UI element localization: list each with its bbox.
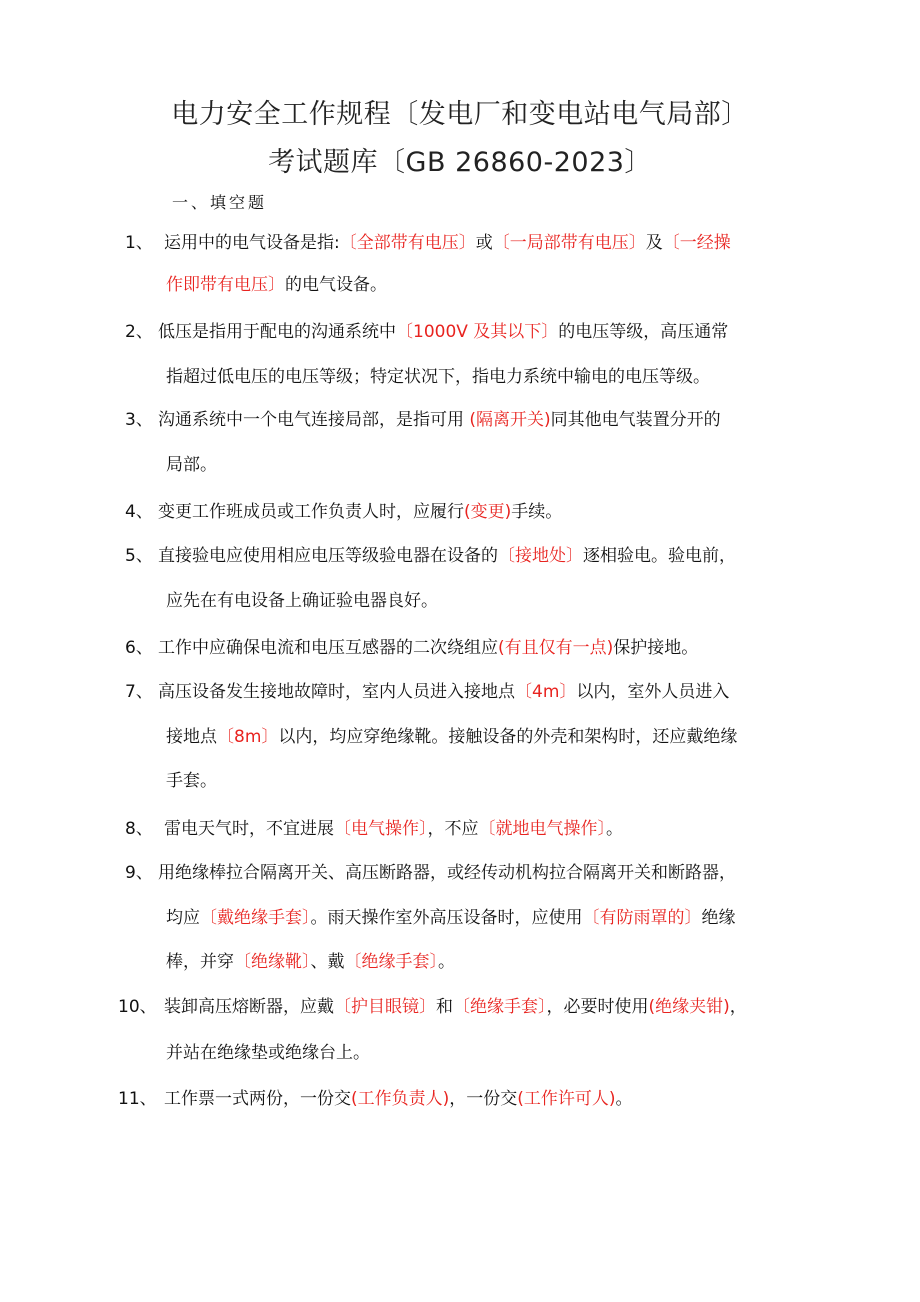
- question-text: ，不应: [427, 819, 479, 839]
- question-line: [158, 677, 729, 702]
- answer-text: 〔一经操: [662, 233, 731, 253]
- question-text: 局部。: [166, 455, 217, 475]
- question-text: 。: [615, 1089, 633, 1109]
- question-line: [158, 858, 736, 883]
- question-text: 用绝缘棒拉合隔离开关、高压断路器，或经传动机构拉合隔离开关和断路器，: [158, 863, 736, 883]
- question-text: 指超过低电压的电压等级；特定状况下，指电力系统中输电的电压等级。: [166, 367, 710, 387]
- question-text: 工作票一式两份，一份交: [164, 1089, 351, 1109]
- question-number: 8、: [125, 819, 153, 839]
- question-text: 及: [645, 233, 663, 253]
- question-number: 7、: [125, 682, 153, 702]
- answer-text: (工作许可人): [517, 1089, 616, 1109]
- question-line: [158, 317, 728, 342]
- question-text: 均应: [166, 908, 200, 928]
- answer-text: (变更): [464, 502, 512, 522]
- page-subtitle: 考试题库〔GB 26860-2023〕: [268, 147, 652, 178]
- question-text: 雷电天气时，不宜进展: [164, 819, 334, 839]
- question-text: 保护接地。: [613, 638, 699, 658]
- answer-text: 〔绝缘手套〕: [453, 997, 547, 1017]
- question-line: [158, 405, 721, 430]
- question-line: [164, 228, 731, 253]
- question-text: 变更工作班成员或工作负责人时，应履行: [158, 502, 464, 522]
- question-text: 装卸高压熔断器，应戴: [164, 997, 334, 1017]
- question-text: 。雨天操作室外高压设备时，应使用: [310, 908, 583, 928]
- question-line: [166, 362, 710, 387]
- question-text: 、戴: [310, 952, 345, 972]
- answer-text: (绝缘夹钳): [648, 997, 730, 1017]
- question-text: 逐相验电。验电前，: [583, 546, 736, 566]
- question-line: [164, 814, 623, 839]
- question-text: 并站在绝缘垫或绝缘台上。: [166, 1043, 370, 1063]
- answer-text: 〔绝缘手套〕: [344, 952, 438, 972]
- question-line: [166, 947, 455, 972]
- question-line: [158, 633, 698, 658]
- question-text: 手续。: [511, 502, 563, 522]
- question-text: 。: [438, 952, 455, 972]
- question-text: 的电压等级，高压通常: [558, 322, 729, 342]
- question-line: [158, 497, 562, 522]
- answer-text: 〔护目眼镜〕: [334, 997, 436, 1017]
- answer-text: 〔接地处〕: [498, 546, 583, 566]
- question-text: 接地点: [166, 727, 217, 747]
- answer-text: 〔电气操作〕: [334, 819, 428, 839]
- question-number: 10、: [118, 997, 157, 1017]
- answer-text: 〔有防雨罩的〕: [582, 908, 702, 928]
- question-text: 手套。: [166, 771, 217, 791]
- question-text: ，一份交: [449, 1089, 518, 1109]
- question-text: 或: [475, 233, 493, 253]
- question-text: 以内，室外人员进入: [576, 682, 730, 702]
- answer-text: 〔一局部带有电压〕: [492, 233, 646, 253]
- question-line: [166, 766, 217, 791]
- question-line: [158, 541, 736, 566]
- answer-text: 作即带有电压〕: [166, 275, 285, 295]
- question-text: 和: [436, 997, 453, 1017]
- question-text: 运用中的电气设备是指:: [164, 233, 340, 253]
- question-line: [164, 992, 747, 1017]
- question-number: 4、: [125, 502, 153, 522]
- section-heading: 一、填空题: [172, 193, 268, 212]
- question-text: 绝缘: [701, 908, 736, 928]
- answer-text: 〔全部带有电压〕: [339, 233, 476, 253]
- question-line: [166, 1038, 370, 1063]
- question-number: 2、: [125, 322, 153, 342]
- question-text: 高压设备发生接地故障时，室内人员进入接地点: [158, 682, 515, 702]
- question-text: 的电气设备。: [285, 275, 387, 295]
- question-number: 3、: [125, 410, 153, 430]
- question-line: [166, 270, 387, 295]
- question-line: [166, 903, 736, 928]
- question-text: 以内，均应穿绝缘靴。接触设备的外壳和架构时，还应戴绝缘: [278, 727, 738, 747]
- answer-text: 〔就地电气操作〕: [478, 819, 606, 839]
- answer-text: 〔绝缘靴〕: [234, 952, 311, 972]
- question-text: 棒，并穿: [166, 952, 234, 972]
- answer-text: 〔戴绝缘手套〕: [200, 908, 311, 928]
- question-number: 5、: [125, 546, 153, 566]
- question-number: 9、: [125, 863, 153, 883]
- answer-text: (隔离开关): [469, 410, 551, 430]
- question-line: [166, 450, 217, 475]
- question-number: 1、: [125, 233, 153, 253]
- question-text: 应先在有电设备上确证验电器良好。: [166, 591, 438, 611]
- question-text: ，必要时使用: [546, 997, 649, 1017]
- question-text: 低压是指用于配电的沟通系统中: [158, 322, 396, 342]
- question-number: 6、: [125, 638, 153, 658]
- question-line: [166, 586, 438, 611]
- question-line: [166, 722, 737, 747]
- question-text: 沟通系统中一个电气连接局部，是指可用: [158, 410, 470, 430]
- question-text: ，: [729, 997, 747, 1017]
- answer-text: 〔1000V 及其以下〕: [396, 322, 559, 342]
- question-line: [164, 1084, 633, 1109]
- question-text: 同其他电气装置分开的: [550, 410, 721, 430]
- answer-text: (工作负责人): [351, 1089, 450, 1109]
- question-text: 工作中应确保电流和电压互感器的二次绕组应: [158, 638, 498, 658]
- question-number: 11、: [118, 1089, 157, 1109]
- question-text: 直接验电应使用相应电压等级验电器在设备的: [158, 546, 498, 566]
- answer-text: (有且仅有一点): [498, 638, 614, 658]
- answer-text: 〔4m〕: [515, 682, 577, 702]
- answer-text: 〔8m〕: [217, 727, 279, 747]
- question-text: 。: [606, 819, 623, 839]
- page-title: 电力安全工作规程〔发电厂和变电站电气局部〕: [171, 99, 749, 130]
